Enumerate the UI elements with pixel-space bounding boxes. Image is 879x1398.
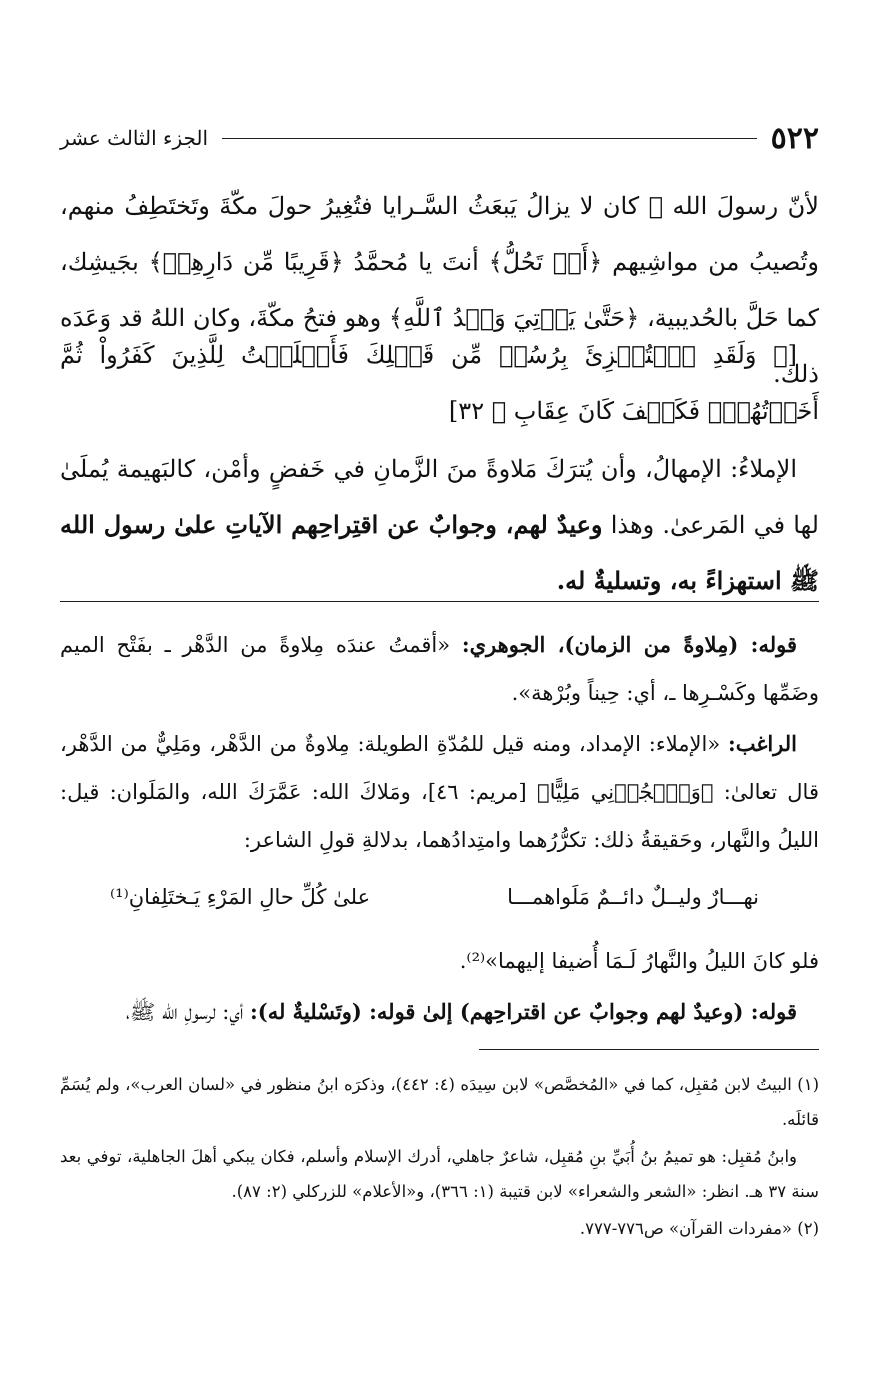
note-2-heading: الراغب: [727, 731, 797, 756]
poem-verse [110, 873, 759, 921]
poem-second-hemistich: علىٰ كُلِّ حالِ المَرْءِ يَـختَلِفانِ⁽¹⁾ [110, 885, 371, 909]
note-1-heading: قوله: (مِلاوةً من الزمان)، الجوهري: [461, 632, 797, 657]
poem-first-hemistich: نهـــارٌ وليــلٌ دائــمٌ مَلَواهمـــا [507, 885, 759, 909]
main-paragraph-2 [60, 441, 819, 609]
footnote-divider [479, 1049, 819, 1050]
footnote-1: (١) البيتُ لابن مُقبِل، كما في «المُخصَّص» لابن سِيدَه (٤: ٤٤٢)، وذكرَه ابنُ منظور في «لسان العرب»، ولم يُسَمِّ قائلَه. [60, 1075, 820, 1129]
commentary-note-2 [60, 720, 819, 864]
main-paragraph-1: لأنّ رسولَ الله ﷺ كان لا يزالُ يَبعَثُ السَّـرايا فتُغِيرُ حولَ مكّةَ وتَختَطِفُ منهم، وتُصيبُ من مواشِيهم ﴿أَوۡ تَحُلُّ﴾ أنتَ يا مُحمَّدُ ﴿قَرِيبًا مِّن دَارِهِمۡ﴾ بجَيشِك، كما حَلَّ بالحُديبية، ﴿حَتَّىٰ يَأۡتِيَ وَعۡدُ ٱللَّهِ﴾ وهو فتحُ مكّةَ، وكان اللهُ قد وَعَدَه ذلك. [60, 192, 819, 388]
commentary-note-4 [60, 988, 819, 1036]
page-number: ٥٢٢ [770, 120, 819, 156]
footnote-1-continued: وابنُ مُقبِل: هو تميمُ بنُ أُبَيِّ بنِ مُقبِل، شاعرٌ جاهلي، أدرك الإسلام وأسلم، فكان يبكي أهلَ الجاهلية، توفي بعد سنة ٣٧ هـ. انظر: «الشعر والشعراء» لابن قتيبة (١: ٣٦٦)، و«الأعلام» للزركلي (٢: ٨٧). [60, 1147, 819, 1201]
note-1-text: «أقمتُ عندَه مِلاوةً من الدَّهْر ـ بفَتْح الميم وضَمِّها وكَسْـرِها ـ، أي: حِيناً وبُرْهة». [60, 633, 819, 705]
page-header [60, 118, 819, 158]
commentary-note-1 [60, 621, 819, 717]
note-2-text: «الإملاء: الإمداد، ومنه قيل للمُدّةِ الطويلة: مِلاوةٌ من الدَّهْر، ومَلِيٌّ من الدَّهْر، قال تعالىٰ: ﴿وَٱهۡجُرۡنِي مَلِيًّا﴾ [مريم: ٤٦]، ومَلاكَ الله: عَمَّرَكَ الله، والمَلَوان: قيل: الليلُ والنَّهار، وحَقيقةُ ذلك: تكرُّرُهما وامتِدادُهما، بدلالةِ قولِ الشاعر: [60, 732, 819, 852]
commentary-note-3: فلو كانَ الليلُ والنَّهارُ لَـمَا أُضيفا إليهما»⁽²⁾. [459, 949, 819, 973]
header-rule [222, 138, 757, 139]
paragraph-2-lead: الإملاءُ: الإمهالُ، وأن يُترَكَ مَلاوةً منَ الزَّمانِ في خَفضٍ وأمْن، كالبَهيمة يُملَىٰ لها في المَرعىٰ. وهذا [60, 455, 819, 539]
note-4-heading: قوله: (وعيدٌ لهم وجوابٌ عن اقتراحِهم) إلىٰ قوله: (وتَسْليةٌ له): [250, 999, 797, 1024]
part-title: الجزء الثالث عشر [60, 126, 209, 150]
commentary-divider [60, 601, 819, 602]
quran-verse: [﴿ وَلَقَدِ ٱسۡتُهۡزِئَ بِرُسُلٖ مِّن قَبۡلِكَ فَأَمۡلَيۡتُ لِلَّذِينَ كَفَرُواْ ثُمَّ أَخَذۡتُهُمۡۖ فَكَيۡفَ كَانَ عِقَابِ ﴾ ٣٢] [60, 341, 819, 425]
paragraph-2-bold: وعيدٌ لهم، وجوابٌ عن اقتِراحِهم الآياتِ علىٰ رسول الله ﷺ استهزاءً به، وتسليةٌ له. [60, 510, 819, 595]
footnote-2: (٢) «مفردات القرآن» ص٧٧٦-٧٧٧. [579, 1219, 819, 1238]
note-4-text: أي: لرسولِ الله ﷺ، [125, 1000, 250, 1024]
